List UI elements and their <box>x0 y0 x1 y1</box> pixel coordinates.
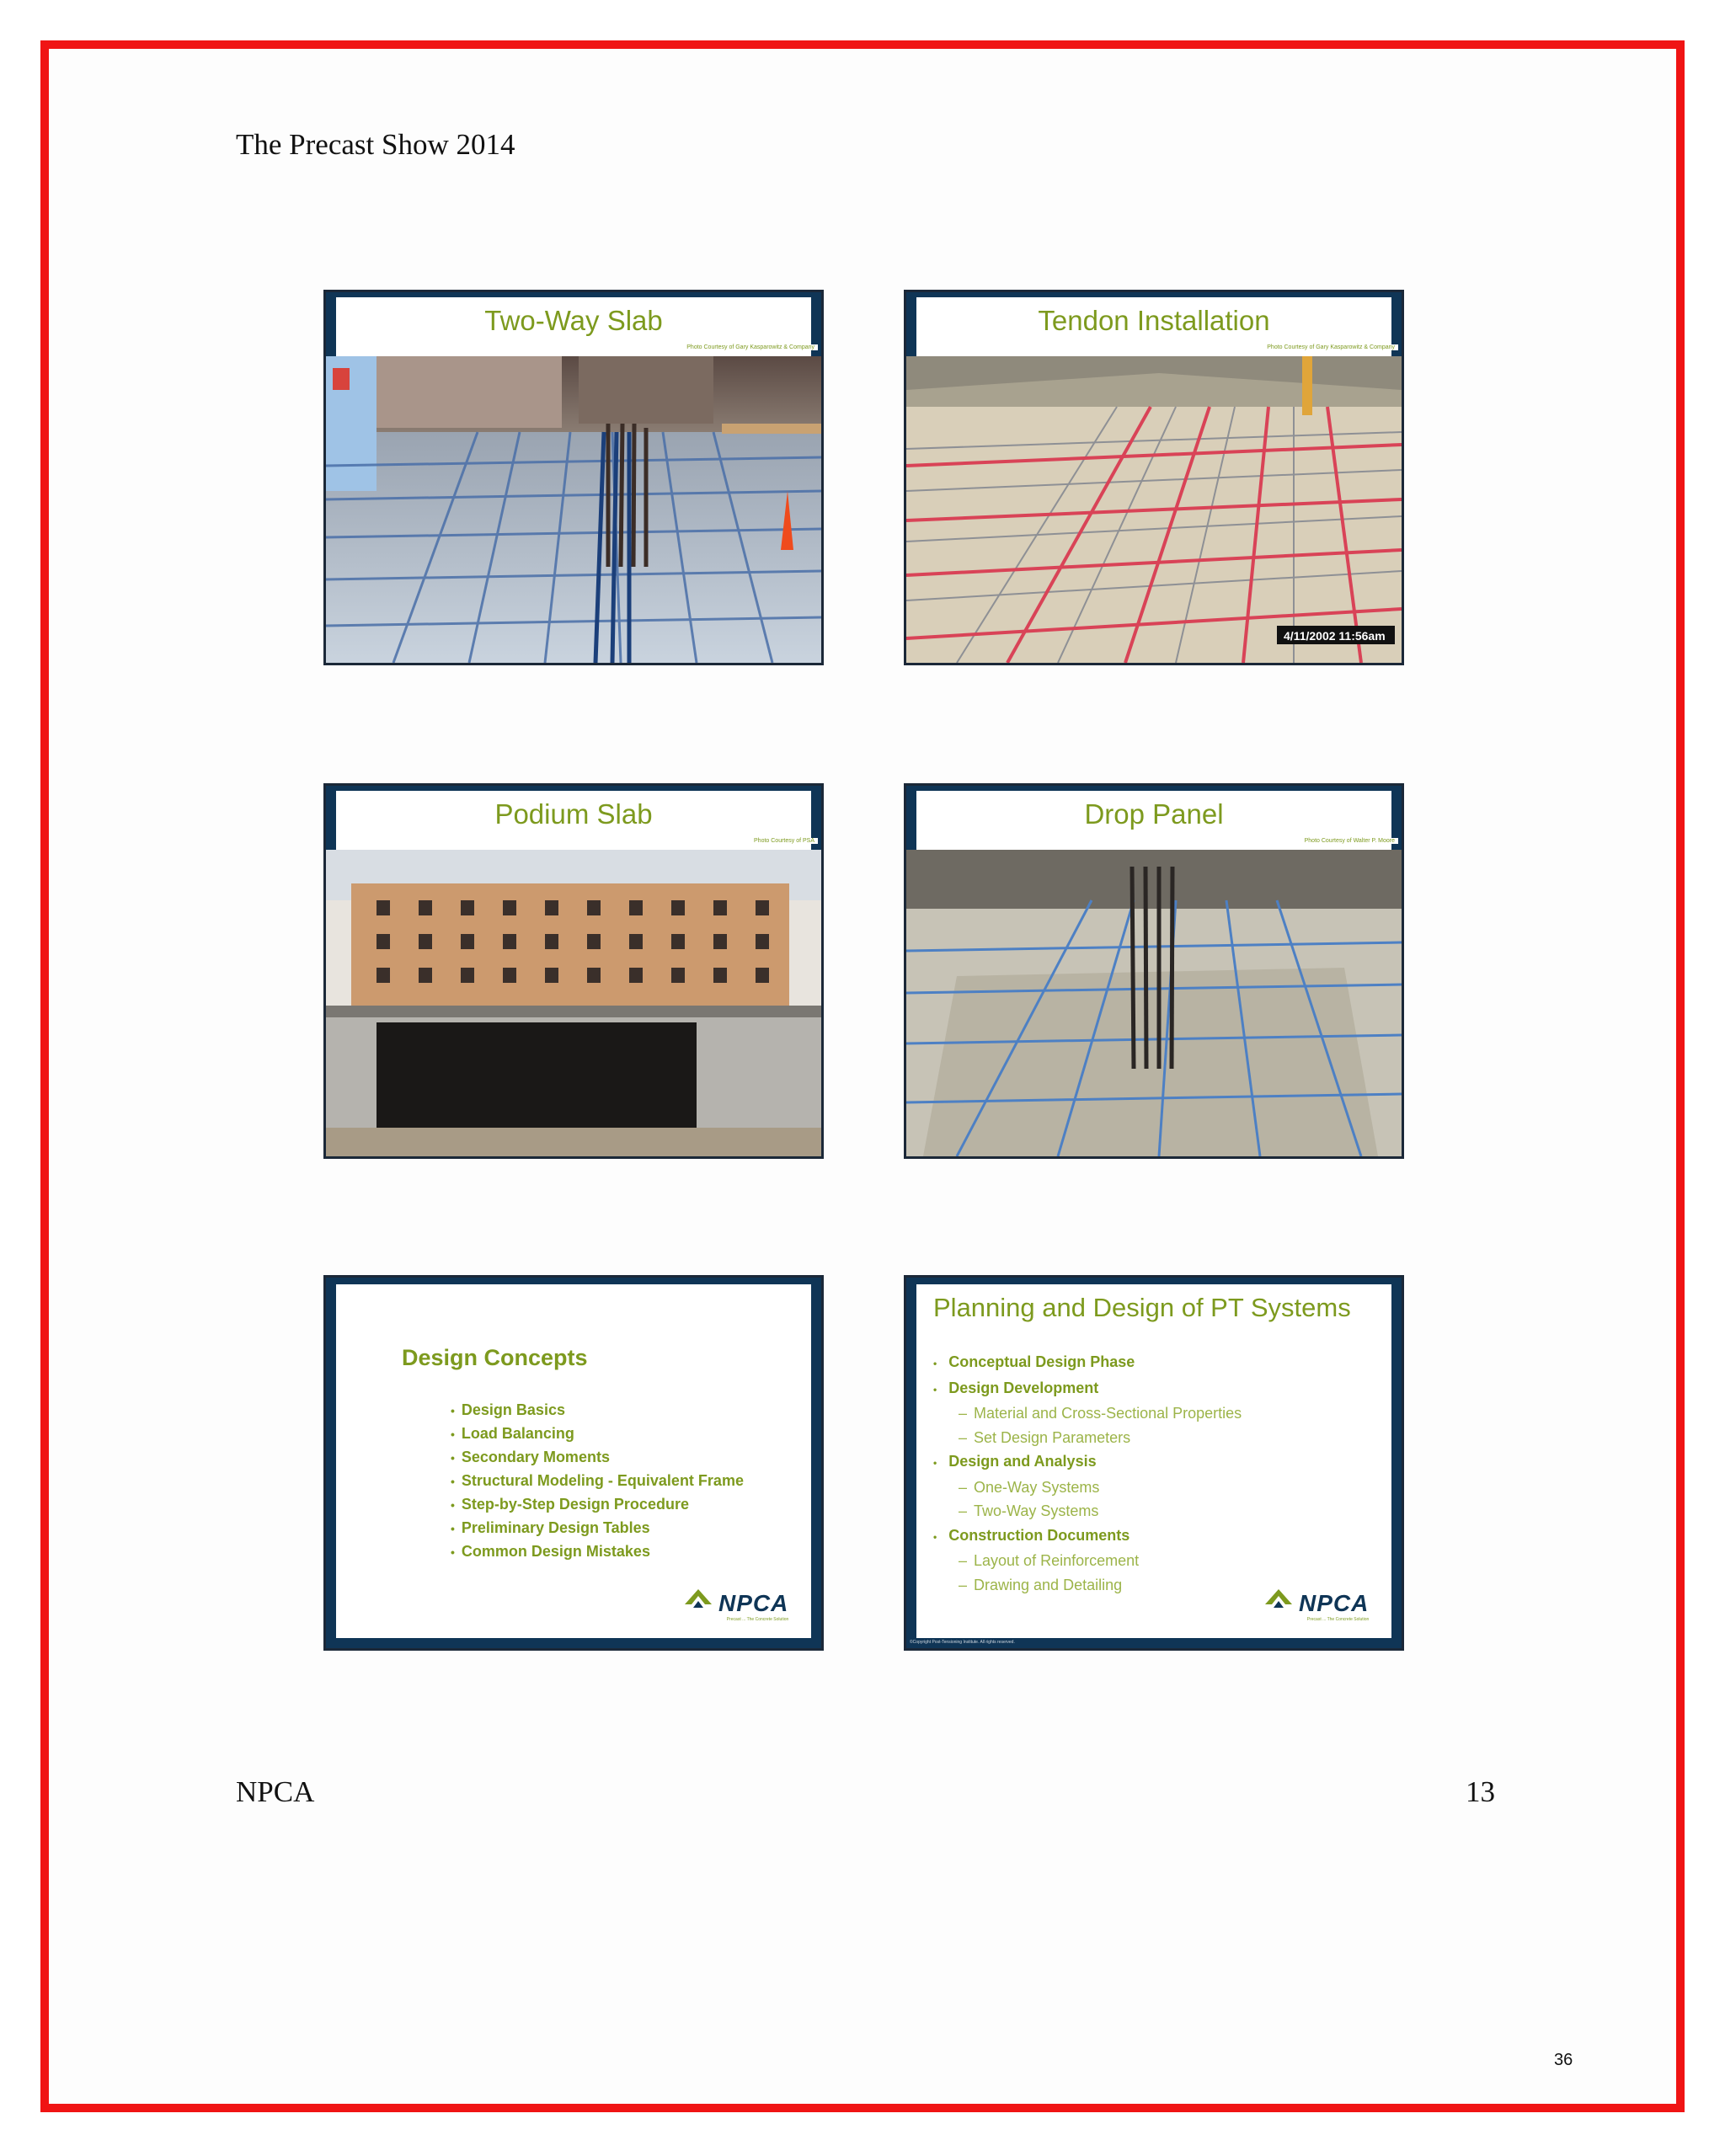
slide-body <box>916 1284 1391 1638</box>
planning-list <box>933 1350 1242 1597</box>
slide-tendon-installation <box>904 290 1404 665</box>
npca-logo-mark-icon <box>681 1586 715 1611</box>
slide-podium-slab <box>323 783 824 1159</box>
drop-panel-photo <box>906 850 1402 1156</box>
slide-design-concepts <box>323 1275 824 1651</box>
slide-title: Design Concepts <box>402 1345 588 1370</box>
slide-title: Podium Slab <box>336 791 811 850</box>
list-item: • Design and Analysis <box>933 1449 1242 1476</box>
list-item: • Load Balancing <box>451 1422 744 1446</box>
npca-logo <box>681 1586 788 1622</box>
two-way-slab-photo <box>326 356 821 663</box>
photo-timestamp: 4/11/2002 11:56am <box>1284 629 1386 643</box>
list-item: – Set Design Parameters <box>933 1426 1242 1450</box>
npca-logo <box>1262 1586 1369 1622</box>
slide-title: Drop Panel <box>916 791 1391 850</box>
slide-two-way-slab <box>323 290 824 665</box>
list-item: – One-Way Systems <box>933 1476 1242 1500</box>
footer-left-text: NPCA <box>236 1775 315 1808</box>
slide-body <box>336 1284 811 1638</box>
photo-credit: Photo Courtesy of Walter P. Moore <box>1301 838 1398 844</box>
photo-credit: Photo Courtesy of PSA <box>750 838 818 844</box>
sheet-number: 36 <box>1554 2051 1573 2069</box>
list-item: – Drawing and Detailing <box>933 1573 1242 1598</box>
list-item: • Step-by-Step Design Procedure <box>451 1493 744 1517</box>
slide-drop-panel <box>904 783 1404 1159</box>
list-item: • Common Design Mistakes <box>451 1540 744 1564</box>
npca-logo-mark-icon <box>1262 1586 1295 1611</box>
slide-planning-design-pt <box>904 1275 1404 1651</box>
list-item: • Design Development <box>933 1376 1242 1402</box>
list-item: • Conceptual Design Phase <box>933 1350 1242 1376</box>
npca-logo-tagline: Precast ... The Concrete Solution <box>726 1617 789 1622</box>
list-item: • Structural Modeling - Equivalent Frame <box>451 1470 744 1493</box>
list-item: – Material and Cross-Sectional Properties <box>933 1401 1242 1426</box>
npca-logo-text: NPCA <box>1299 1590 1370 1616</box>
podium-slab-photo <box>326 850 821 1156</box>
list-item: • Secondary Moments <box>451 1446 744 1470</box>
list-item: • Design Basics <box>451 1399 744 1422</box>
design-concepts-list <box>451 1399 744 1564</box>
photo-credit: Photo Courtesy of Gary Kasparowitz & Company <box>683 344 818 350</box>
copyright-text: ©Copyright Post-Tensioning Institute. All rights reserved. <box>910 1640 1015 1645</box>
footer-page-number: 13 <box>1466 1775 1495 1808</box>
list-item: – Two-Way Systems <box>933 1499 1242 1524</box>
page-header-title: The Precast Show 2014 <box>236 128 515 161</box>
photo-credit: Photo Courtesy of Gary Kasparowitz & Company <box>1263 344 1398 350</box>
list-item: • Preliminary Design Tables <box>451 1517 744 1540</box>
slide-title: Planning and Design of PT Systems <box>933 1293 1351 1322</box>
slide-title: Tendon Installation <box>916 297 1391 356</box>
npca-logo-text: NPCA <box>718 1590 789 1616</box>
slide-title: Two-Way Slab <box>336 297 811 356</box>
list-item: – Layout of Reinforcement <box>933 1549 1242 1573</box>
list-item: • Construction Documents <box>933 1524 1242 1550</box>
tendon-installation-photo <box>906 356 1402 663</box>
npca-logo-tagline: Precast ... The Concrete Solution <box>1306 1617 1370 1622</box>
